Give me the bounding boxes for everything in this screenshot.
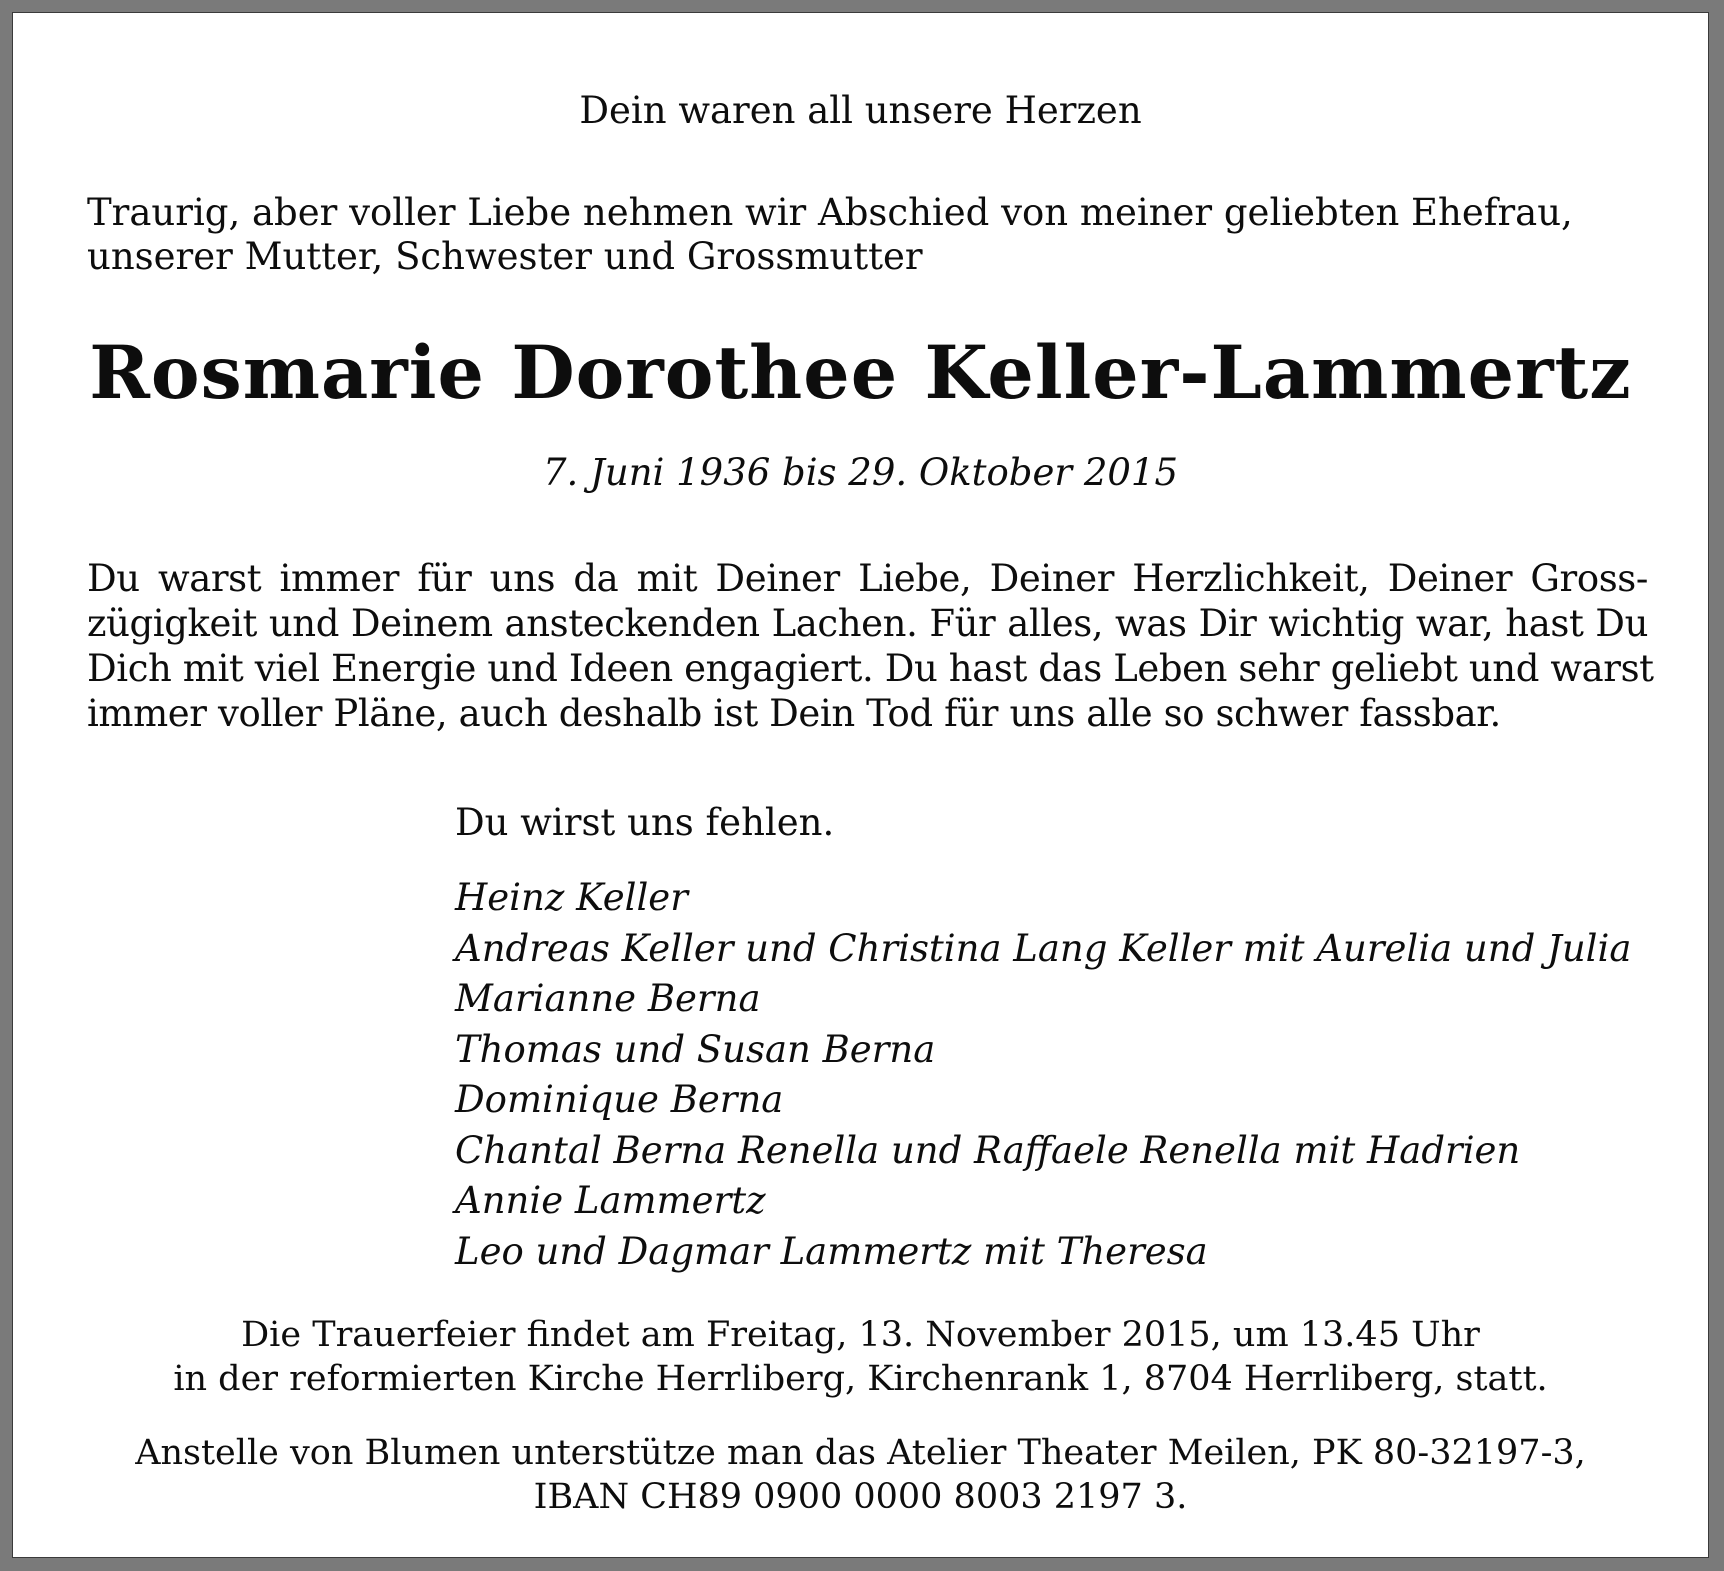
deceased-name: Rosmarie Dorothee Keller-Lammertz: [89, 330, 1632, 416]
donation-line-1: Anstelle von Blumen unterstütze man das Atelier Theater Meilen, PK 80-32197-3,: [135, 1433, 1586, 1473]
tribute-text: [87, 556, 1654, 736]
intro-line-2: unserer Mutter, Schwester und Grossmutter: [87, 235, 923, 278]
life-dates: 7. Juni 1936 bis 29. Oktober 2015: [542, 451, 1179, 494]
tribute-line-3: Dich mit viel Energie und Ideen engagiert. Du hast das Leben sehr geliebt und warst: [87, 647, 1654, 690]
donation-line-2: IBAN CH89 0900 0000 8003 2197 3.: [533, 1477, 1188, 1517]
obituary-notice: [12, 12, 1709, 1558]
mourners-list: [455, 873, 1631, 1277]
donation-info: [13, 1431, 1708, 1519]
mourner-entry: Thomas und Susan Berna: [455, 1027, 936, 1071]
mourner-entry: Marianne Berna: [455, 977, 761, 1020]
motto: Dein waren all unsere Herzen: [579, 89, 1142, 132]
tribute-line-1: Du warst immer für uns da mit Deiner Liebe, Deiner Herzlichkeit, Deiner Gross-: [87, 557, 1648, 600]
mourner-entry: Leo und Dagmar Lammertz mit Theresa: [455, 1229, 1208, 1273]
closing-line: Du wirst uns fehlen.: [455, 801, 835, 844]
intro-line-1: Traurig, aber voller Liebe nehmen wir Abschied von meiner geliebten Ehefrau,: [87, 191, 1573, 234]
mourner-entry: Chantal Berna Renella und Raffaele Renella mit Hadrien: [455, 1128, 1521, 1172]
intro-text: [87, 191, 1573, 279]
service-line-1: Die Trauerfeier findet am Freitag, 13. November 2015, um 13.45 Uhr: [241, 1315, 1480, 1355]
mourner-entry: Annie Lammertz: [455, 1179, 766, 1222]
mourner-entry: Heinz Keller: [455, 876, 688, 919]
tribute-line-2: zügigkeit und Deinem ansteckenden Lachen. Für alles, was Dir wichtig war, hast Du: [87, 602, 1648, 645]
service-line-2: in der reformierten Kirche Herrliberg, Kirchenrank 1, 8704 Herrliberg, statt.: [173, 1359, 1548, 1399]
mourner-entry: Andreas Keller und Christina Lang Keller mit Aurelia und Julia: [455, 926, 1632, 970]
mourner-entry: Dominique Berna: [455, 1078, 784, 1121]
funeral-service-info: [13, 1313, 1708, 1401]
tribute-line-4: immer voller Pläne, auch deshalb ist Dein Tod für uns alle so schwer fassbar.: [87, 692, 1501, 735]
